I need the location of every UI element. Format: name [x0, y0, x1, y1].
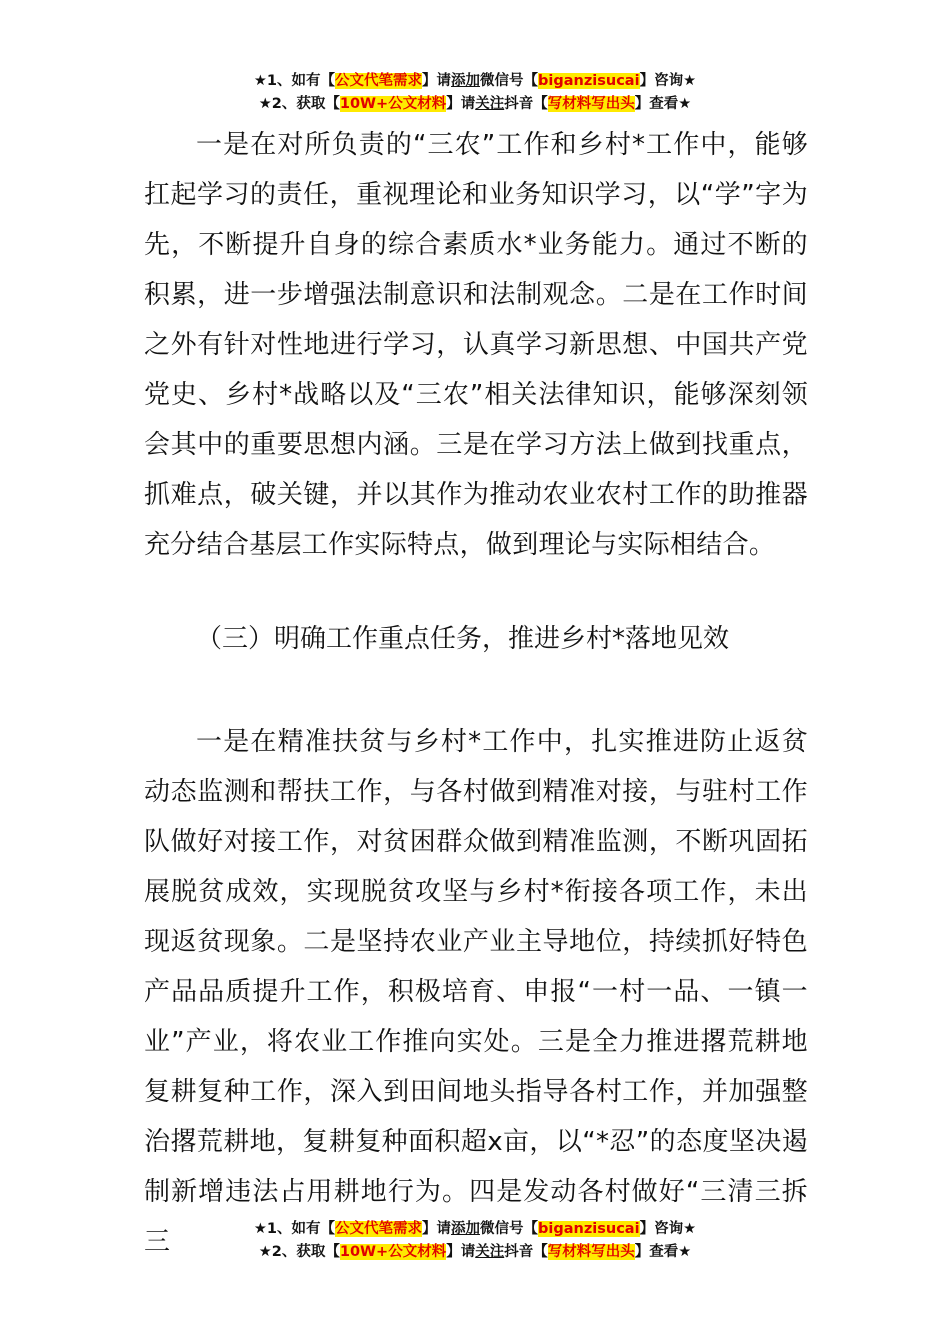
body-paragraph-1: 一是在对所负责的“三农”工作和乡村*工作中，能够扛起学习的责任，重视理论和业务知识学习，以“学”字为先，不断提升自身的综合素质水*业务能力。通过不断的积累，进一步增强法制意识和法制观念。二是在工作时间之外有针对性地进行学习，认真学习新思想、中国共产党党史、乡村*战略以及“三农”相关法律知识，能够深刻领会其中的重要思想内涵。三是在学习方法上做到找重点，抓难点，破关键，并以其作为推动农业农村工作的助推器充分结合基层工作实际特点，做到理论与实际相结合。 [144, 130, 808, 560]
promo-underline: 添加 [451, 73, 481, 89]
promo-text: 微信号【 [480, 1221, 539, 1237]
promo-account: 写材料写出头 [547, 96, 635, 112]
promo-text: 】请 [446, 96, 476, 112]
promo-banner-top [0, 70, 950, 116]
promo-underline: 添加 [451, 1221, 481, 1237]
promo-text: ★1、如有【 [253, 1221, 336, 1237]
body-paragraph-2: 一是在精准扶贫与乡村*工作中，扎实推进防止返贫动态监测和帮扶工作，与各村做到精准对接，与驻村工作队做好对接工作，对贫困群众做到精准监测，不断巩固拓展脱贫成效，实现脱贫攻坚与乡村*衔接各项工作，未出现返贫现象。二是坚持农业产业主导地位，持续抓好特色产品品质提升工作，积极培育、申报“一村一品、一镇一业”产业，将农业工作推向实处。三是全力推进撂荒耕地复耕复种工作，深入到田间地头指导各村工作，并加强整治撂荒耕地，复耕复种面积超x亩，以“*忍”的态度坚决遏制新增违法占用耕地行为。四是发动各村做好“三清三拆三 [144, 727, 808, 1257]
promo-underline: 关注 [475, 1244, 505, 1260]
promo-text: ★1、如有【 [253, 73, 336, 89]
promo-text: 抖音【 [504, 1244, 548, 1260]
promo-highlight: 10W+公文材料 [339, 1244, 447, 1260]
promo-line-1 [0, 70, 950, 93]
promo-text: 】查看★ [634, 1244, 692, 1260]
promo-line-2 [0, 93, 950, 116]
promo-wechat-id: biganzisucai [538, 1221, 640, 1237]
promo-underline: 关注 [475, 96, 505, 112]
promo-account: 写材料写出头 [547, 1244, 635, 1260]
promo-text: 】咨询★ [639, 73, 697, 89]
promo-text: ★2、获取【 [258, 1244, 340, 1260]
promo-text: 】请 [446, 1244, 476, 1260]
promo-highlight: 公文代笔需求 [335, 73, 423, 89]
promo-text: 】请 [422, 1221, 452, 1237]
promo-text: 】咨询★ [639, 1221, 697, 1237]
promo-text: 微信号【 [480, 73, 539, 89]
promo-text: 抖音【 [504, 96, 548, 112]
promo-highlight: 10W+公文材料 [339, 96, 447, 112]
promo-text: 】请 [422, 73, 452, 89]
promo-highlight: 公文代笔需求 [335, 1221, 423, 1237]
section-heading: （三）明确工作重点任务，推进乡村*落地见效 [196, 624, 730, 654]
promo-line-1 [0, 1218, 950, 1241]
promo-banner-bottom [0, 1218, 950, 1264]
promo-line-2 [0, 1241, 950, 1264]
promo-text: 】查看★ [634, 96, 692, 112]
promo-wechat-id: biganzisucai [538, 73, 640, 89]
promo-text: ★2、获取【 [258, 96, 340, 112]
